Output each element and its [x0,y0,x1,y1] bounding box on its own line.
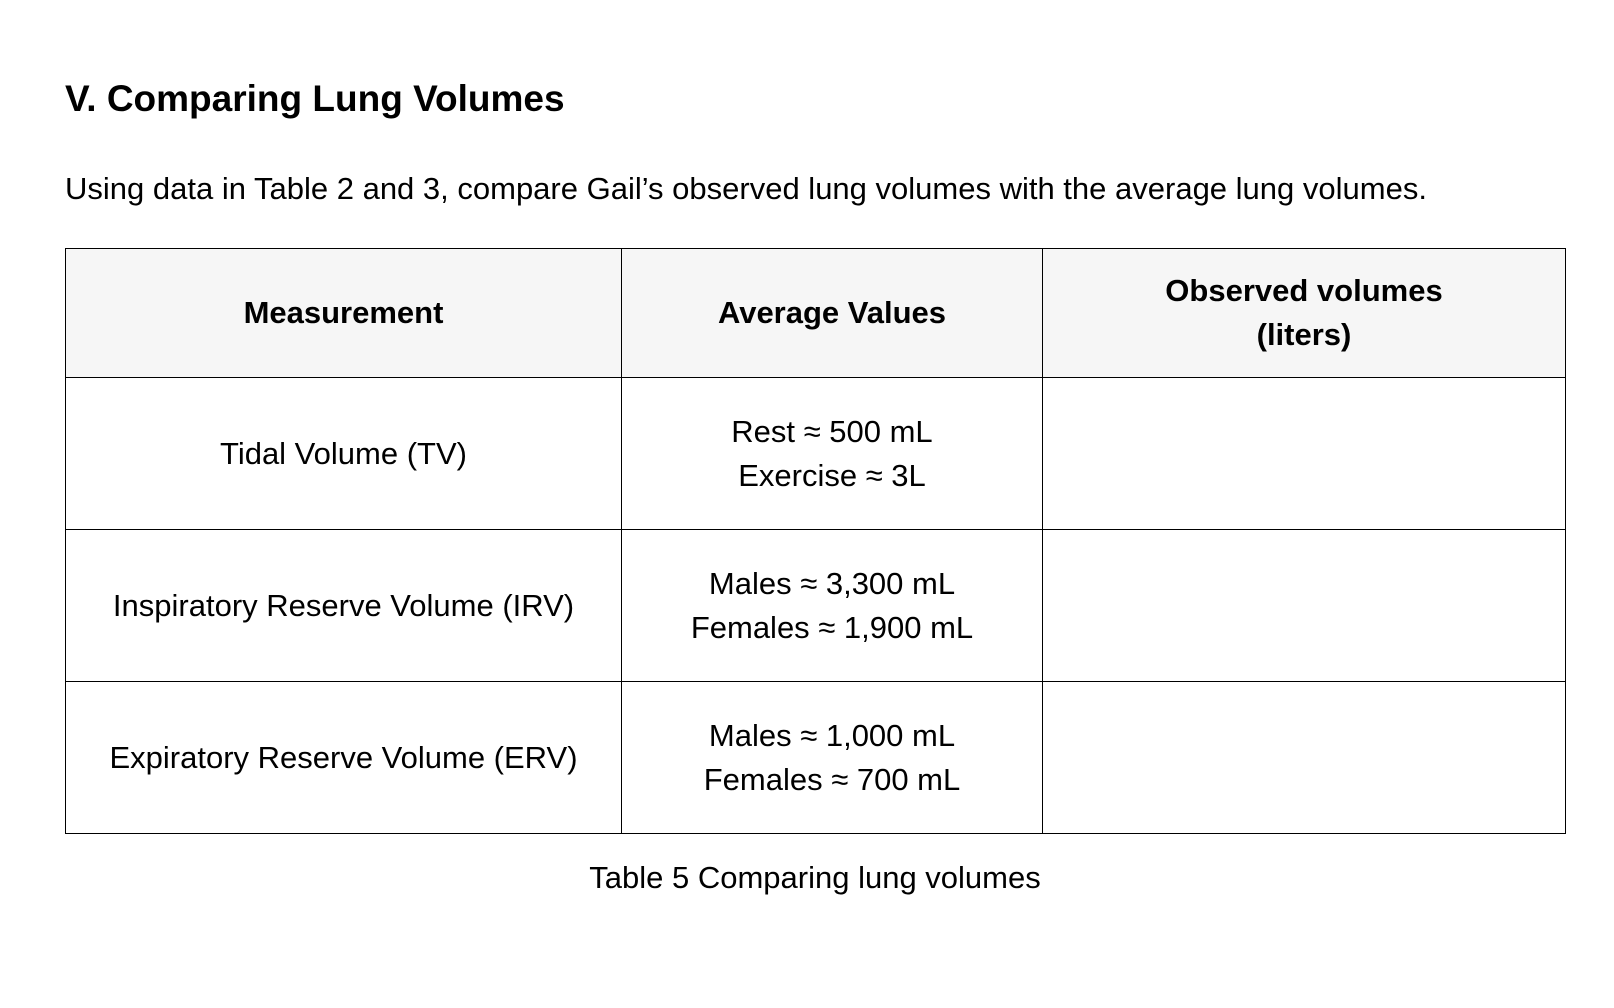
measurement-cell [66,530,622,682]
measurement-inspiratory-reserve-volume: Inspiratory Reserve Volume (IRV) [112,587,575,623]
header-observed-volumes [1043,249,1566,378]
header-observed-label-line2: (liters) [1256,317,1352,352]
table-row [66,378,1566,530]
observed-volume-cell[interactable] [1043,530,1566,682]
table-row [66,682,1566,834]
average-value-line2: Females ≈ 1,900 mL [690,609,974,645]
header-average-label: Average Values [717,295,947,330]
measurement-expiratory-reserve-volume: Expiratory Reserve Volume (ERV) [109,739,578,775]
header-observed-label-line1: Observed volumes [1165,273,1443,308]
average-values-cell [622,682,1043,834]
average-values-cell [622,378,1043,530]
average-values-cell [622,530,1043,682]
table-header-row [66,249,1566,378]
measurement-tidal-volume: Tidal Volume (TV) [220,435,467,471]
header-measurement [66,249,622,378]
table-row [66,530,1566,682]
average-value-line1: Males ≈ 3,300 mL [708,565,956,601]
measurement-cell [66,682,622,834]
average-value-line2: Females ≈ 700 mL [703,761,961,797]
header-average-values [622,249,1043,378]
average-value-line1: Males ≈ 1,000 mL [708,717,956,753]
average-value-line1: Rest ≈ 500 mL [731,413,933,449]
observed-volume-cell[interactable] [1043,682,1566,834]
header-measurement-label: Measurement [243,295,444,330]
instructions-text: Using data in Table 2 and 3, compare Gail’s observed lung volumes with the average lung volumes. [65,171,1427,206]
measurement-cell [66,378,622,530]
average-value-line2: Exercise ≈ 3L [738,457,926,493]
lung-volumes-table [65,248,1566,834]
observed-volume-cell[interactable] [1043,378,1566,530]
section-title: V. Comparing Lung Volumes [65,78,565,119]
table-caption: Table 5 Comparing lung volumes [589,860,1041,895]
